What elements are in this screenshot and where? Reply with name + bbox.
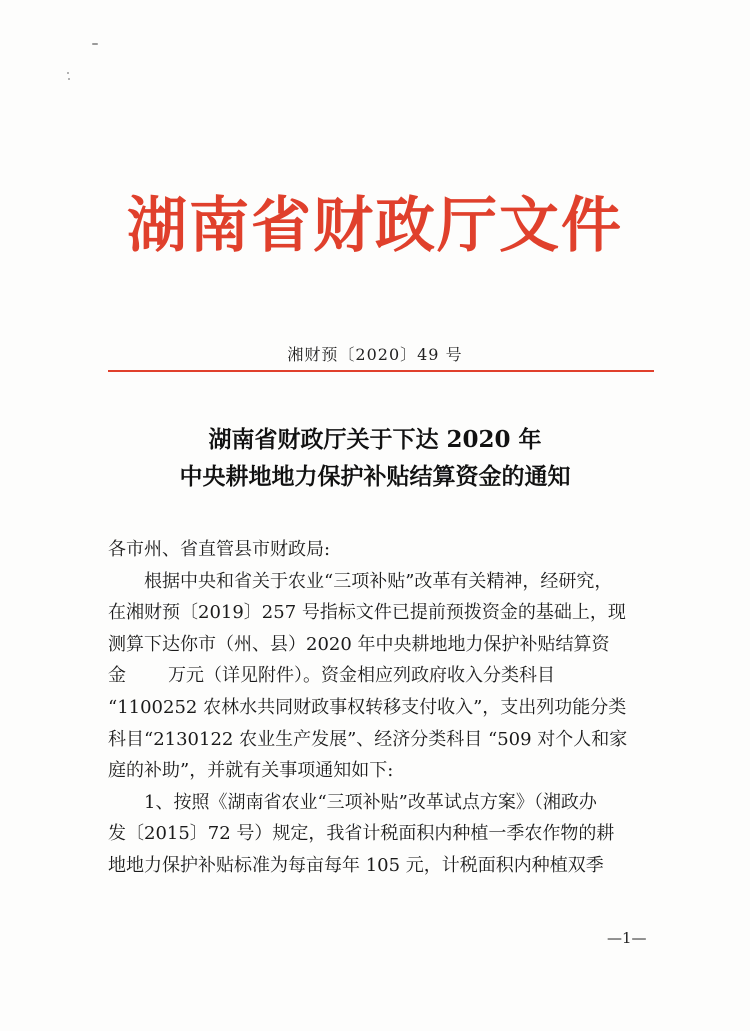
notice-body: [108, 534, 668, 882]
page-number: —1—: [607, 929, 647, 947]
body-line: 在湘财预〔2019〕257 号指标文件已提前预拨资金的基础上，现: [108, 602, 626, 624]
body-line: 测算下达你市（州、县）2020 年中央耕地地力保护补贴结算资: [108, 633, 610, 655]
body-line: 地地力保护补贴标准为每亩每年 105 元，计税面积内种植双季: [108, 854, 604, 876]
salutation: 各市州、省直管县市财政局:: [108, 539, 331, 560]
body-line: 庭的补助”，并就有关事项通知如下:: [108, 760, 394, 782]
body-line: 发〔2015〕72 号）规定，我省计税面积内种植一季农作物的耕: [108, 823, 615, 845]
scan-speck: [68, 78, 70, 80]
amount-line: [108, 660, 668, 692]
body-line: “1100252 农林水共同财政事权转移支付收入”，支出列功能分类: [108, 696, 627, 718]
amount-line-start: 金: [108, 665, 126, 687]
document-number: 湘财预〔2020〕49 号: [287, 345, 463, 364]
issuer-title: 湖南省财政厅文件: [127, 191, 623, 261]
body-line: 1、按照《湖南省农业“三项补贴”改革试点方案》（湘政办: [144, 791, 597, 813]
scan-speck: [92, 43, 98, 45]
body-line: 科目“2130122 农业生产发展”、经济分类科目 “509 对个人和家: [108, 728, 628, 750]
amount-line-end: 万元（详见附件）。资金相应列政府收入分类科目: [168, 665, 555, 687]
notice-title-line-2: 中央耕地地力保护补贴结算资金的通知: [179, 463, 571, 490]
notice-title-line-1: 湖南省财政厅关于下达 2020 年: [208, 426, 542, 453]
body-line: 根据中央和省关于农业“三项补贴”改革有关精神，经研究，: [144, 570, 613, 592]
red-separator-line: [108, 370, 654, 372]
scan-speck: [67, 72, 69, 74]
